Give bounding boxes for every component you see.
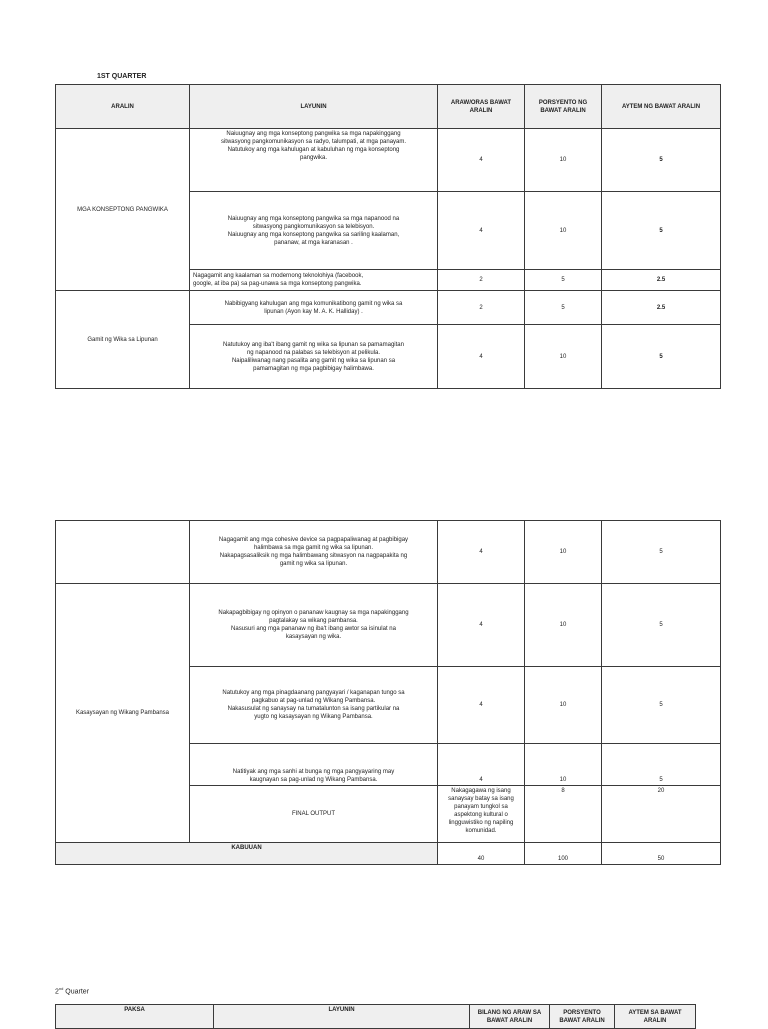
total-araw: 40 <box>438 843 525 865</box>
quarter-2-table <box>55 1004 696 1029</box>
aralin-cell: Kasaysayan ng Wikang Pambansa <box>56 584 190 843</box>
araw-cell: 4 <box>438 744 525 786</box>
porsyento-cell: 10 <box>525 667 602 744</box>
aytem-cell: 5 <box>602 521 721 584</box>
header-porsyento: PORSYENTO NG BAWAT ARALIN <box>525 85 602 129</box>
araw-cell: 4 <box>438 667 525 744</box>
araw-cell: 2 <box>438 291 525 325</box>
quarter-1-label: 1ST QUARTER <box>97 73 147 80</box>
quarter-1-table <box>55 84 721 389</box>
aralin-cell: Gamit ng Wika sa Lipunan <box>56 291 190 389</box>
porsyento-cell: 5 <box>525 291 602 325</box>
araw-cell: 4 <box>438 325 525 389</box>
aralin-cell: FINAL OUTPUT <box>190 786 438 843</box>
porsyento-cell: 10 <box>525 129 602 192</box>
header-aralin: ARALIN <box>56 85 190 129</box>
araw-cell: 4 <box>438 129 525 192</box>
aralin-cell: MGA KONSEPTONG PANGWIKA <box>56 129 190 291</box>
porsyento-cell: 20 <box>602 786 721 843</box>
quarter-1-table-continued <box>55 520 721 865</box>
total-aytem: 50 <box>602 843 721 865</box>
porsyento-cell: 10 <box>525 744 602 786</box>
header-bilang-ng-araw: BILANG NG ARAW SA BAWAT ARALIN <box>470 1005 550 1029</box>
layunin-cell: Nabibigyang kahulugan ang mga komunikatibong gamit ng wika sa lipunan (Ayon kay M. A. K. Halliday) . <box>190 291 438 325</box>
layunin-cell: Natutukoy ang mga pinagdaanang pangyayari / kaganapan tungo sa pagkabuo at pag-unlad ng Wikang Pambansa. Nakasusulat ng sanaysay na tumatalunton sa isang partikular na yugto ng kasaysayan ng Wikang Pambansa. <box>190 667 438 744</box>
total-porsyento: 100 <box>525 843 602 865</box>
header-layunin: LAYUNIN <box>214 1005 470 1029</box>
total-label: KABUUAN <box>56 843 438 865</box>
layunin-cell: Nakapagbibigay ng opinyon o pananaw kaugnay sa mga napakinggang pagtalakay sa wikang pambansa. Nasusuri ang mga pananaw ng iba't ibang awtor sa isinulat na kasaysayan ng wika. <box>190 584 438 667</box>
layunin-cell: Nagagamit ang mga cohesive device sa pagpapaliwanag at pagbibigay halimbawa sa mga gamit ng wika sa lipunan. Nakapagsasaliksik ng mga halimbawang sitwasyon na nagpapakita ng gamit ng wika sa lipunan. <box>190 521 438 584</box>
porsyento-cell: 10 <box>525 584 602 667</box>
quarter-2-label: 2nd Quarter <box>55 986 90 996</box>
header-paksa: PAKSA <box>56 1005 214 1029</box>
header-araw-oras: ARAW/ORAS BAWAT ARALIN <box>438 85 525 129</box>
layunin-cell: Naiuugnay ang mga konseptong pangwika sa mga napakinggang sitwasyong pangkomunikasyon sa radyo, talumpati, at mga panayam. Natutukoy ang mga kahulugan at kabuluhan ng mga konseptong pangwika. <box>190 129 438 192</box>
layunin-cell: Nakagagawa ng isang sanaysay batay sa isang panayam tungkol sa aspektong kultural o lingguwistiko ng napiling komunidad. <box>438 786 525 843</box>
araw-cell: 4 <box>438 521 525 584</box>
aytem-cell: 5 <box>602 667 721 744</box>
porsyento-cell: 10 <box>525 192 602 270</box>
layunin-cell: Natitiyak ang mga sanhi at bunga ng mga pangyayaring may kaugnayan sa pag-unlad ng Wikang Pambansa. <box>190 744 438 786</box>
porsyento-cell: 10 <box>525 521 602 584</box>
header-aytem: AYTEM SA BAWAT ARALIN <box>615 1005 696 1029</box>
araw-cell: 8 <box>525 786 602 843</box>
aytem-cell: 5 <box>602 744 721 786</box>
aytem-cell: 2.5 <box>602 270 721 291</box>
araw-cell: 4 <box>438 584 525 667</box>
layunin-cell: Natutukoy ang iba't ibang gamit ng wika sa lipunan sa pamamagitan ng napanood na palabas sa telebisyon at pelikula. Naipaliliwanag nang pasalita ang gamit ng wika sa lipunan sa pamamagitan ng mga pagbibigay halimbawa. <box>190 325 438 389</box>
layunin-cell: Naiuugnay ang mga konseptong pangwika sa mga napanood na sitwasyong pangkomunikasyon sa telebisyon. Naiuugnay ang mga konseptong pangwika sa sariling kaalaman, pananaw, at mga karanasan . <box>190 192 438 270</box>
aytem-cell: 5 <box>602 192 721 270</box>
aytem-cell: 5 <box>602 129 721 192</box>
header-layunin: LAYUNIN <box>190 85 438 129</box>
porsyento-cell: 5 <box>525 270 602 291</box>
header-aytem: AYTEM NG BAWAT ARALIN <box>602 85 721 129</box>
porsyento-cell: 10 <box>525 325 602 389</box>
araw-cell: 4 <box>438 192 525 270</box>
header-porsyento: PORSYENTO BAWAT ARALIN <box>550 1005 615 1029</box>
aytem-cell: 5 <box>602 325 721 389</box>
aralin-cell-empty <box>56 521 190 584</box>
aytem-cell: 5 <box>602 584 721 667</box>
araw-cell: 2 <box>438 270 525 291</box>
layunin-cell: Nagagamit ang kaalaman sa modernong teknolohiya (facebook, google, at iba pa) sa pag-unawa sa mga konseptong pangwika. <box>190 270 438 291</box>
aytem-cell: 2.5 <box>602 291 721 325</box>
